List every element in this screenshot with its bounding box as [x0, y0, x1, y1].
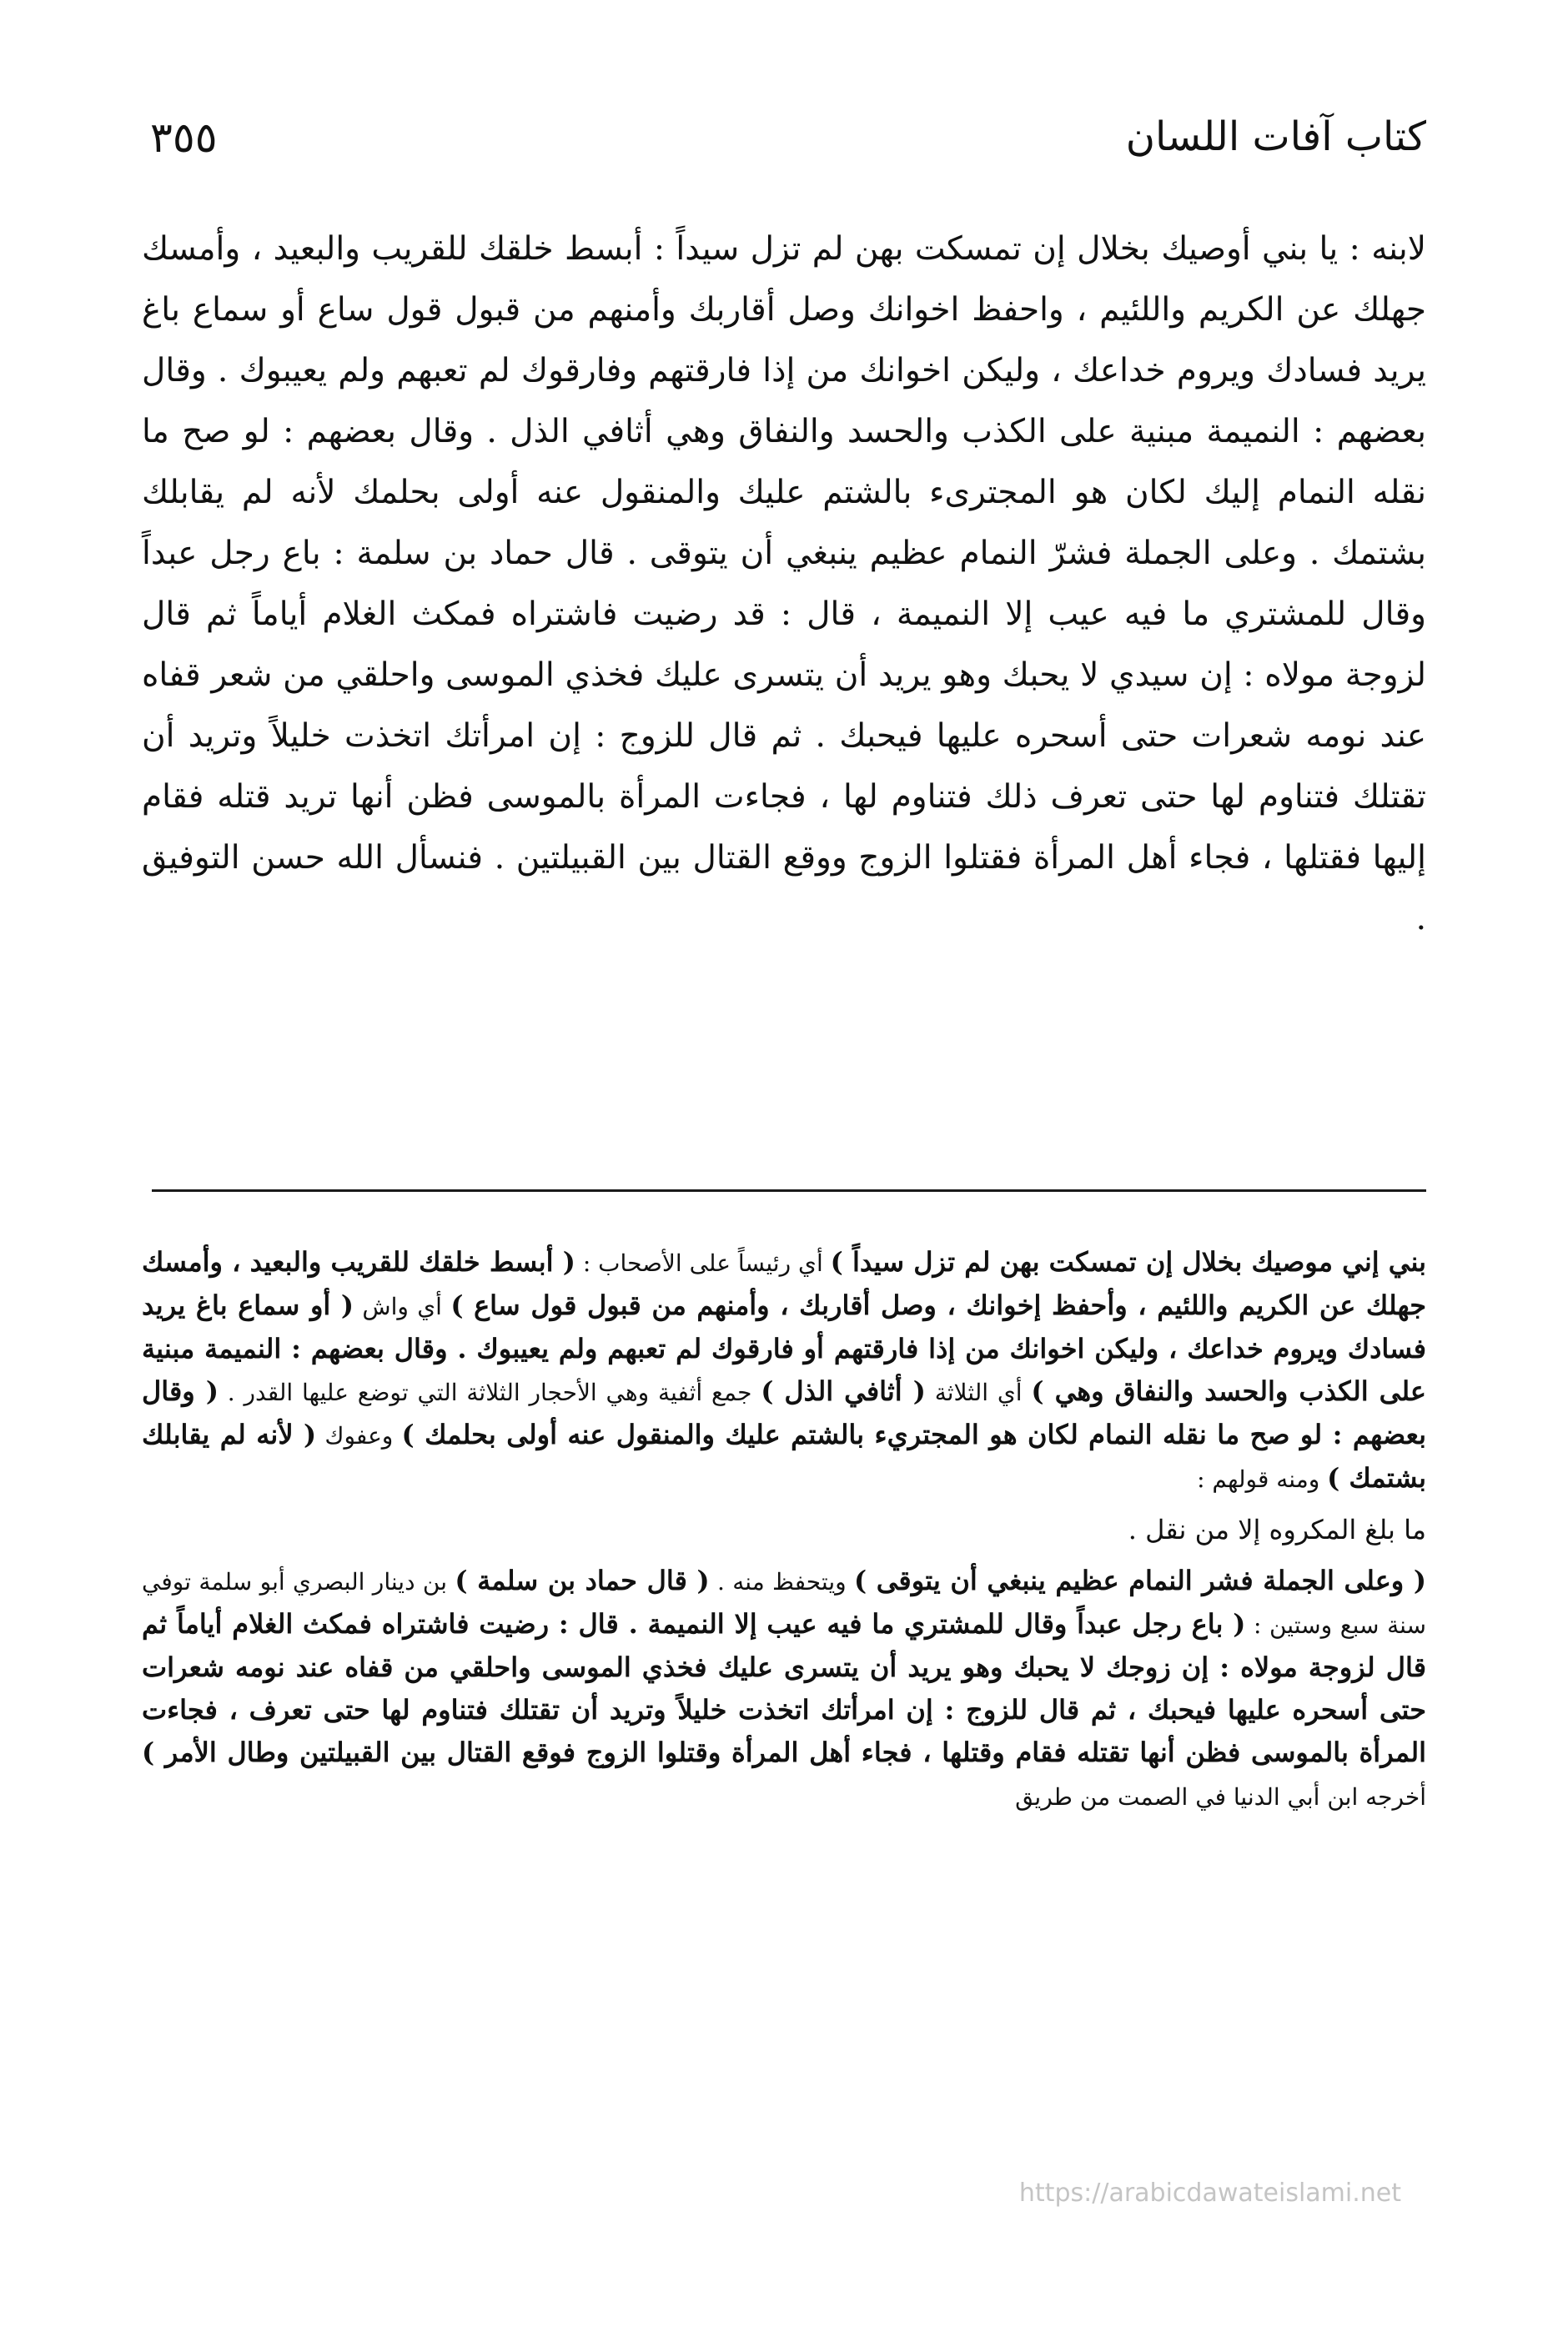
- commentary-gloss-text: ويتحفظ منه .: [709, 1568, 854, 1596]
- commentary-quoted-text: ( وعلى الجملة فشر النمام عظيم ينبغي أن يتوقى ): [854, 1565, 1426, 1596]
- main-paragraph: لابنه : يا بني أوصيك بخلال إن تمسكت بهن لم تزل سيداً : أبسط خلقك للقريب والبعيد ، وأمسك جهلك عن الكريم واللئيم ، واحفظ اخوانك وصل أقاربك وأمنهم من قبول قول ساع أو سماع باغ يريد فسادك ويروم خداعك ، وليكن اخوانك من إذا فارقتهم وفارقوك لم تعبهم ولم يعيبوك . وقال بعضهم : النميمة مبنية على الكذب والحسد والنفاق وهي أثافي الذل . وقال بعضهم : لو صح ما نقله النمام إليك لكان هو المجترىء بالشتم عليك والمنقول عنه أولى بحلمك لأنه لم يقابلك بشتمك . وعلى الجملة فشرّ النمام عظيم ينبغي أن يتوقى . قال حماد بن سلمة : باع رجل عبداً وقال للمشتري ما فيه عيب إلا النميمة ، قال : قد رضيت فاشتراه فمكث الغلام أياماً ثم قال لزوجة مولاه : إن سيدي لا يحبك وهو يريد أن يتسرى عليك فخذي الموسى واحلقي من شعر قفاه عند نومه شعرات حتى أسحره عليها فيحبك . ثم قال للزوج : إن امرأتك اتخذت خليلاً وتريد أن تقتلك فتناوم لها حتى تعرف ذلك فتناوم لها ، فجاءت المرأة بالموسى فظن أنها تريد قتله فقام إليها فقتلها ، فجاء أهل المرأة فقتلوا الزوج ووقع القتال بين القبيلتين . فنسأل الله حسن التوفيق .: [142, 230, 1426, 937]
- source-watermark: https://arabicdawateislami.net: [1018, 2179, 1401, 2208]
- commentary-gloss-text: أي الثلاثة: [925, 1379, 1032, 1406]
- commentary-quoted-text: بني إني موصيك بخلال إن تمسكت بهن لم تزل سيداً ): [830, 1246, 1427, 1278]
- book-title: كتاب آفات اللسان: [1125, 113, 1426, 160]
- commentary-quoted-text: ( أو سماع باغ يريد فسادك ويروم خداعك ، وليكن اخوانك من إذا فارقتهم أو فارقوك لم تعبهم ولم يعيبوك . وقال بعضهم : النميمة مبنية على الكذب والحسد والنفاق وهي ): [142, 1289, 1427, 1407]
- commentary-gloss-text: أي واش: [354, 1293, 451, 1320]
- main-text-block: [142, 219, 1426, 949]
- commentary-gloss-text: ومنه قولهم :: [1197, 1465, 1328, 1493]
- commentary-gloss-text: أخرجه ابن أبي الدنيا في الصمت من طريق: [1015, 1783, 1426, 1811]
- commentary-quoted-text: ( وقال بعضهم : لو صح ما نقله النمام لكان هو المجتريء بالشتم عليك والمنقول عنه أولى بحلمك ): [142, 1375, 1427, 1450]
- commentary-gloss-text: بن دينار البصري أبو سلمة توفي سنة سبع وستين :: [142, 1568, 1427, 1639]
- commentary-gloss-text: وعفوك: [316, 1422, 402, 1450]
- footnote-divider: [152, 1189, 1426, 1192]
- commentary-paragraph-1: [142, 1241, 1426, 1500]
- commentary-quoted-text: ( لأنه لم يقابلك بشتمك ): [142, 1419, 1426, 1494]
- commentary-quoted-text: ( باع رجل عبداً وقال للمشتري ما فيه عيب إلا النميمة . قال : رضيت فاشتراه فمكث الغلام أياماً ثم قال لزوجة مولاه : إن زوجك لا يحبك وهو يريد أن يتسرى عليك فخذي الموسى واحلقي من قفاه عند نومه شعرات حتى أسحره عليها فيحبك ، ثم قال للزوج : إن امرأتك اتخذت خليلاً وتريد أن تقتلك فتناوم لها حتى تعرف ، فجاءت المرأة بالموسى فظن أنها تقتله فقام وقتلها ، فجاء أهل المرأة وقتلوا الزوج فوقع القتال بين القبيلتين وطال الأمر ): [142, 1608, 1427, 1768]
- commentary-quoted-text: ( قال حماد بن سلمة ): [455, 1565, 710, 1596]
- commentary-gloss-text: أي رئيساً على الأصحاب :: [575, 1249, 831, 1277]
- page-header: [150, 108, 1426, 175]
- commentary-quoted-text: ( أبسط خلقك للقريب والبعيد ، وأمسك جهلك عن الكريم واللئيم ، وأحفظ إخوانك ، وصل أقاربك ، وأمنهم من قبول قول ساع ): [142, 1246, 1427, 1321]
- commentary-block: [142, 1241, 1426, 1818]
- commentary-gloss-text: جمع أثفية وهي الأحجار الثلاثة التي توضع عليها القدر .: [218, 1379, 761, 1406]
- commentary-paragraph-2: [142, 1560, 1426, 1818]
- page-number: ٣٥٥: [150, 113, 218, 162]
- commentary-quoted-text: ( أثافي الذل ): [761, 1375, 926, 1407]
- commentary-quote-line: ما بلغ المكروه إلا من نقل .: [1128, 1514, 1426, 1545]
